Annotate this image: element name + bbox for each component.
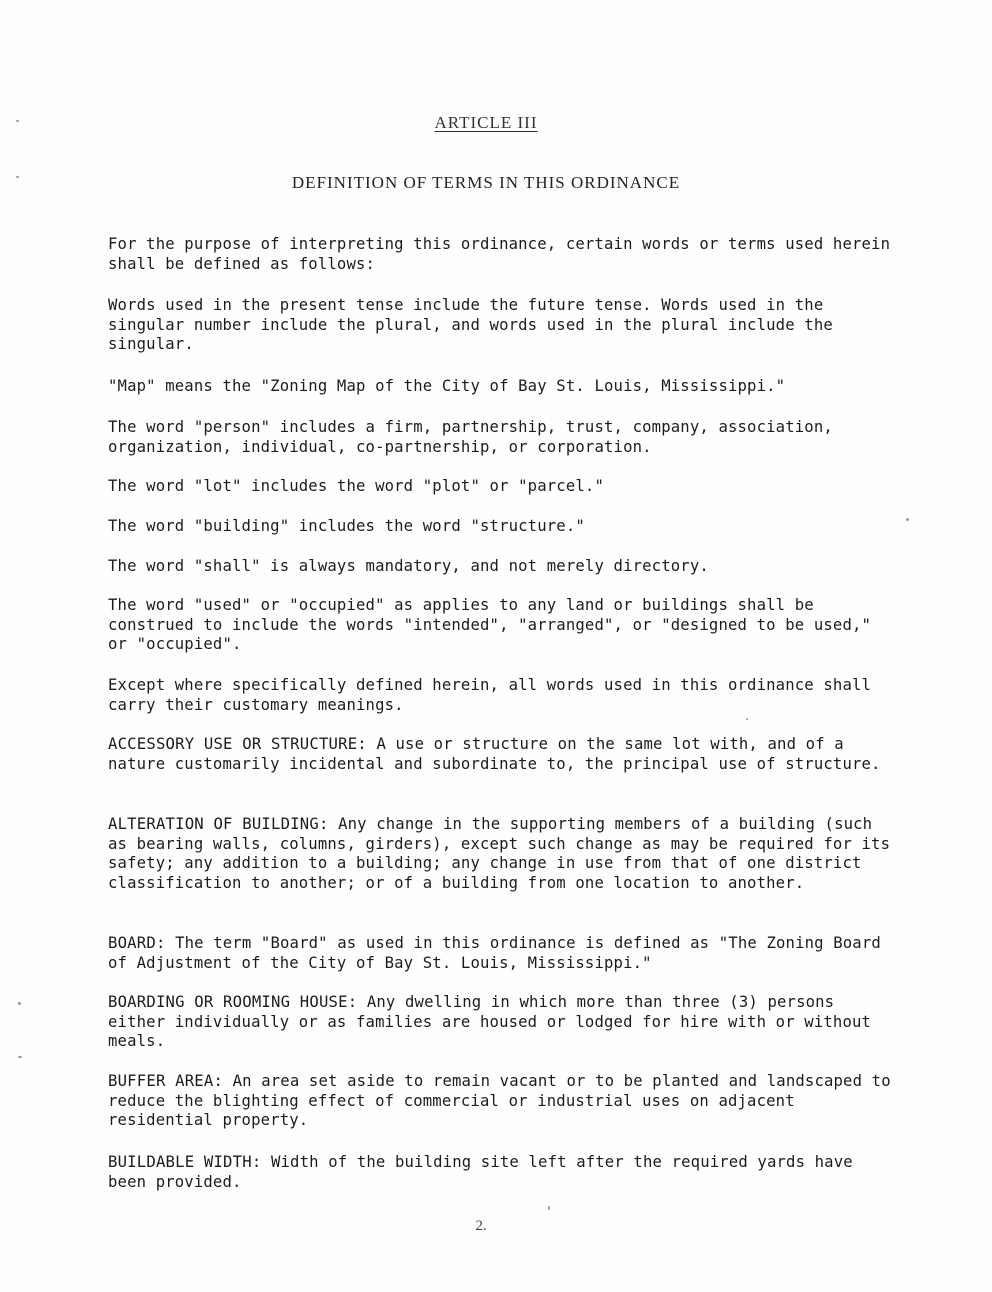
article-title: DEFINITION OF TERMS IN THIS ORDINANCE <box>291 173 681 192</box>
map-paragraph <box>108 377 898 397</box>
definition-board <box>108 934 898 973</box>
shall-paragraph <box>108 557 898 577</box>
article-heading: ARTICLE III <box>434 113 538 132</box>
definition-term: BUILDABLE WIDTH: <box>108 1153 262 1171</box>
scan-speck <box>16 120 19 122</box>
paragraph-text: The word "person" includes a firm, partnership, trust, company, association, organization, individual, co-partnership, or corporation. <box>108 418 833 456</box>
paragraph-text: The word "lot" includes the word "plot" or "parcel." <box>108 477 604 495</box>
used-paragraph <box>108 596 898 655</box>
definition-accessory-use <box>108 735 898 774</box>
definition-alteration <box>108 815 898 893</box>
paragraph-text: Words used in the present tense include the future tense. Words used in the singular number include the plural, and words used in the plural include the singular. <box>108 296 833 353</box>
definition-text: Any change in the supporting members of a building (such as bearing walls, columns, girders), except such change as may be required for its safety; any addition to a building; any change in use from that of one district classification to another; or of a building from one location to another. <box>108 815 891 892</box>
definition-text: A use or structure on the same lot with, and of a nature customarily incidental and subordinate to, the principal use of structure. <box>108 735 881 773</box>
paragraph-text: The word "shall" is always mandatory, and not merely directory. <box>108 557 709 575</box>
paragraph-text: Except where specifically defined herein, all words used in this ordinance shall carry their customary meanings. <box>108 676 872 714</box>
definition-text: The term "Board" as used in this ordinance is defined as "The Zoning Board of Adjustment of the City of Bay St. Louis, Mississippi." <box>108 934 881 972</box>
definition-text: Any dwelling in which more than three (3) persons either individually or as families are housed or lodged for hire with or without meals. <box>108 993 872 1050</box>
lot-paragraph <box>108 477 898 497</box>
paragraph-text: The word "building" includes the word "structure." <box>108 517 585 535</box>
definition-buffer-area <box>108 1072 898 1131</box>
definition-term: BOARD: <box>108 934 166 952</box>
definition-boarding-house <box>108 993 898 1052</box>
scan-speck <box>18 1002 21 1005</box>
definition-term: ALTERATION OF BUILDING: <box>108 815 329 833</box>
paragraph-text: "Map" means the "Zoning Map of the City of Bay St. Louis, Mississippi." <box>108 377 786 395</box>
scan-speck <box>18 1056 22 1058</box>
scan-speck <box>548 1206 550 1210</box>
paragraph-text: For the purpose of interpreting this ordinance, certain words or terms used herein shall be defined as follows: <box>108 235 891 273</box>
paragraph-text: The word "used" or "occupied" as applies to any land or buildings shall be construed to include the words "intended", "arranged", or "designed to be used," or "occupied". <box>108 596 872 653</box>
tense-paragraph <box>108 296 898 355</box>
scan-speck <box>746 718 748 720</box>
building-paragraph <box>108 517 898 537</box>
definition-buildable-width <box>108 1153 898 1192</box>
definition-term: BOARDING OR ROOMING HOUSE: <box>108 993 358 1011</box>
definition-text: An area set aside to remain vacant or to be planted and landscaped to reduce the blighting effect of commercial or industrial uses on adjacent residential property. <box>108 1072 891 1129</box>
intro-paragraph <box>108 235 898 274</box>
person-paragraph <box>108 418 898 457</box>
definition-text: Width of the building site left after the required yards have been provided. <box>108 1153 853 1191</box>
scan-speck <box>906 518 909 521</box>
definition-term: ACCESSORY USE OR STRUCTURE: <box>108 735 367 753</box>
scan-speck <box>16 176 19 178</box>
except-paragraph <box>108 676 898 715</box>
definition-term: BUFFER AREA: <box>108 1072 224 1090</box>
page-number: 2. <box>475 1218 487 1234</box>
